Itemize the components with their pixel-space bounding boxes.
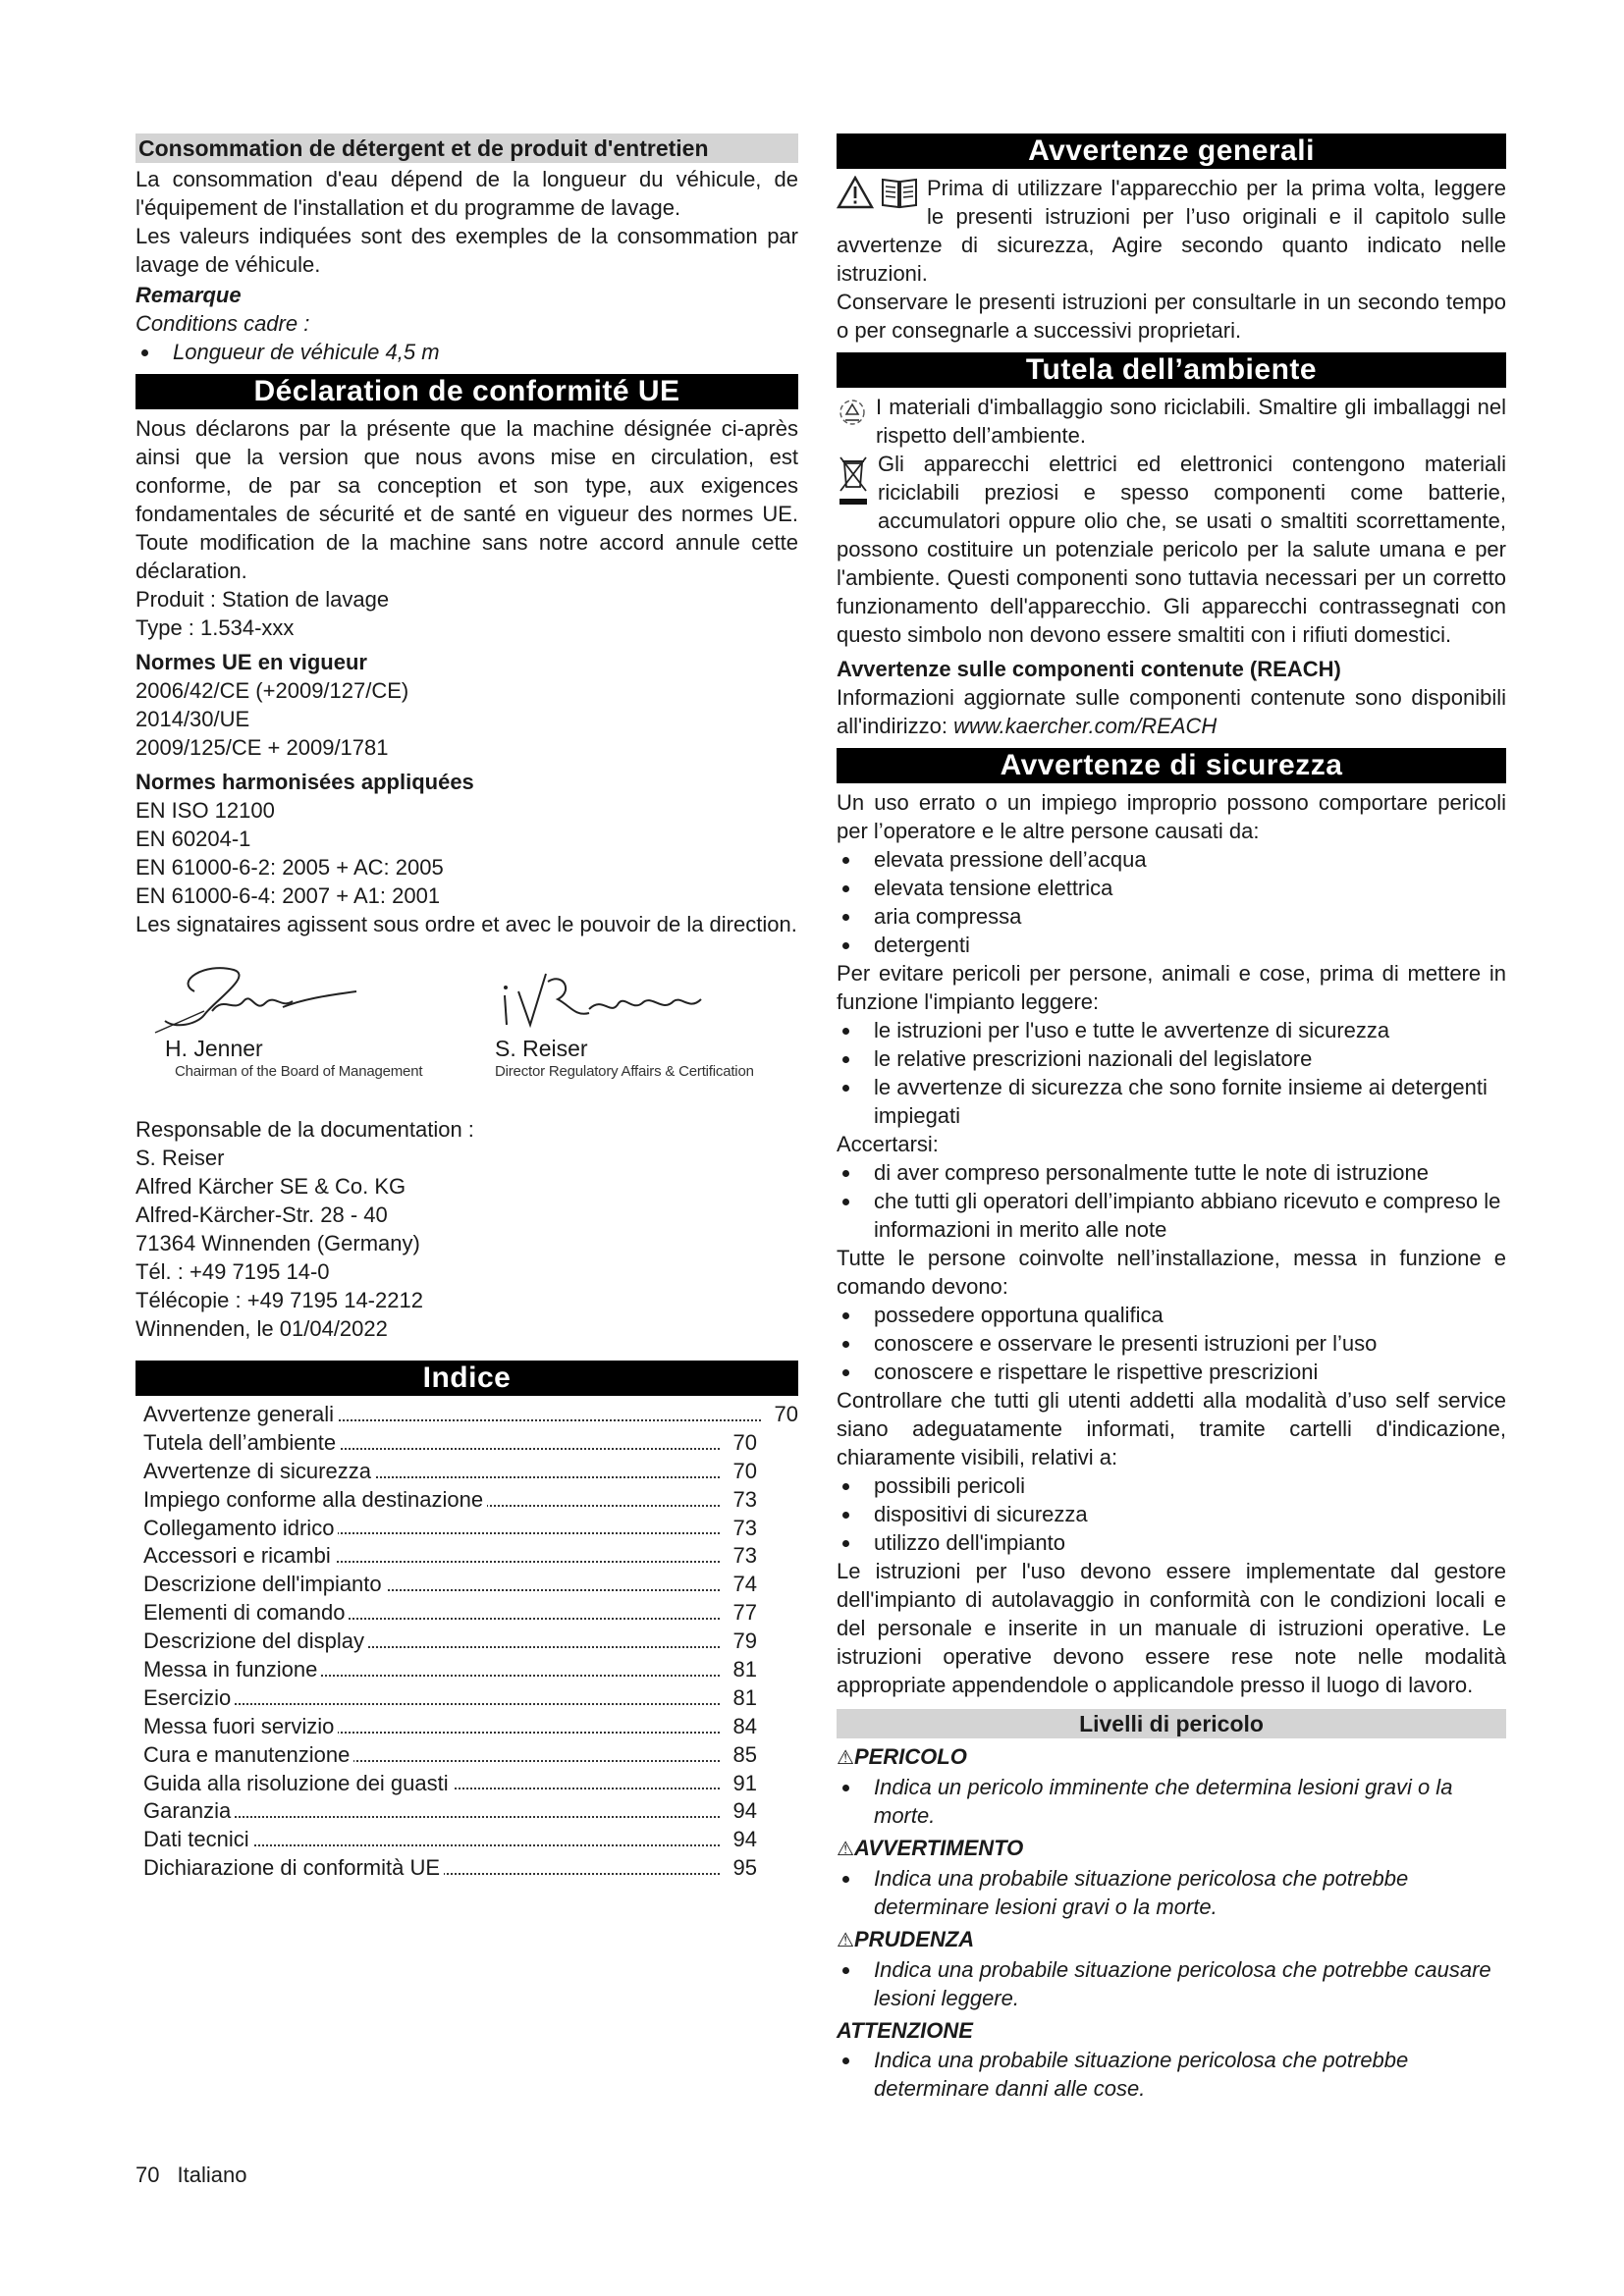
toc-entry[interactable]: Collegamento idrico 73 <box>143 1515 757 1543</box>
signer-name: S. Reiser <box>495 1036 588 1061</box>
left-column <box>135 133 798 1883</box>
declaration-heading: Déclaration de conformité UE <box>135 374 798 409</box>
contact-line: S. Reiser <box>135 1146 225 1170</box>
declaration-paragraph: Nous déclarons par la présente que la machine désignée ci-après ainsi que la version que nous avons mise en circulation, est conforme, de par sa conception et son type, aux exigences fondamentales de sécurité et de santé en vigueur des normes UE. Toute modification de la machine sans notre accord annule cette déclaration. <box>135 416 798 583</box>
safety-heading: Avvertenze di sicurezza <box>837 748 1506 783</box>
warning-triangle-icon: ⚠ <box>837 1930 854 1951</box>
toc-entry[interactable]: Avvertenze di sicurezza 70 <box>143 1458 757 1486</box>
contact-line: Alfred-Kärcher-Str. 28 - 40 <box>135 1202 388 1227</box>
signatories-paragraph: Les signataires agissent sous ordre et avec le pouvoir de la direction. <box>135 912 797 936</box>
toc-entry[interactable]: Tutela dell’ambiente 70 <box>143 1429 757 1458</box>
toc-entry[interactable]: Impiego conforme alla destinazione 73 <box>143 1486 757 1515</box>
packaging-paragraph: I materiali d'imballaggio sono riciclabili. Smaltire gli imballaggi nel rispetto dell’ambiente. <box>876 395 1506 448</box>
harmonized-norm-line: EN ISO 12100 <box>135 798 275 823</box>
type-line: Type : 1.534-xxx <box>135 615 295 640</box>
documentation-contact <box>135 1115 798 1343</box>
contact-line: Télécopie : +49 7195 14-2212 <box>135 1288 423 1312</box>
contact-line: 71364 Winnenden (Germany) <box>135 1231 420 1255</box>
list-item: le avvertenze di sicurezza che sono fornite insieme ai detergenti impiegati <box>837 1073 1506 1130</box>
hazard-sources-list <box>837 845 1506 959</box>
consumption-heading: Consommation de détergent et de produit d'entretien <box>135 133 798 163</box>
norm-line: 2006/42/CE (+2009/127/CE) <box>135 678 409 703</box>
consumption-paragraph-1: La consommation d'eau dépend de la longueur du véhicule, de l'équipement de l'installation et du programme de lavage. <box>135 167 798 220</box>
right-column <box>837 133 1506 2103</box>
general-warnings-heading: Avvertenze generali <box>837 133 1506 169</box>
recycling-icon <box>837 397 868 433</box>
toc-entry[interactable]: Elementi di comando 77 <box>143 1599 757 1628</box>
danger-levels-heading: Livelli di pericolo <box>837 1709 1506 1738</box>
list-item: elevata pressione dell’acqua <box>837 845 1506 874</box>
toc-entry[interactable]: Descrizione del display 79 <box>143 1628 757 1656</box>
safety-paragraph-5: Controllare che tutti gli utenti addetti alla modalità d’uso self service siano adeguatamente informati, tramite cartelli d'indicazione, chiaramente visibili, relativi a: <box>837 1388 1506 1469</box>
list-item: possedere opportuna qualifica <box>837 1301 1506 1329</box>
toc-entry[interactable]: Descrizione dell'impianto 74 <box>143 1571 757 1599</box>
toc-entry[interactable]: Dati tecnici 94 <box>143 1826 757 1854</box>
conditions-list <box>135 338 798 366</box>
eu-norms-heading: Normes UE en vigueur <box>135 650 367 674</box>
list-item: che tutti gli operatori dell’impianto abbiano ricevuto e compreso le informazioni in merito alle note <box>837 1187 1506 1244</box>
general-warnings-block <box>837 174 1506 288</box>
contact-line: Alfred Kärcher SE & Co. KG <box>135 1174 406 1199</box>
handwritten-signature-jenner <box>135 952 391 1035</box>
hazard-label-prudenza: ⚠PRUDENZA <box>837 1927 975 1951</box>
weee-block <box>837 450 1506 649</box>
consumption-paragraph-2: Les valeurs indiquées sont des exemples de la consommation par lavage de véhicule. <box>135 224 798 277</box>
toc-entry[interactable]: Dichiarazione di conformità UE 95 <box>143 1854 757 1883</box>
index-heading: Indice <box>135 1361 798 1396</box>
list-item: Indica una probabile situazione pericolosa che potrebbe causare lesioni leggere. <box>837 1955 1506 2012</box>
harmonized-norm-line: EN 60204-1 <box>135 827 251 851</box>
toc-entry[interactable]: Guida alla risoluzione dei guasti 91 <box>143 1770 757 1798</box>
signature-jenner <box>135 952 450 1082</box>
toc-entry[interactable]: Accessori e ricambi 73 <box>143 1542 757 1571</box>
toc-entry[interactable]: Garanzia 94 <box>143 1797 757 1826</box>
warning-triangle-icon <box>837 176 874 214</box>
toc-entry[interactable]: Messa in funzione 81 <box>143 1656 757 1684</box>
reach-paragraph: Informazioni aggiornate sulle componenti contenute sono disponibili all'indirizzo: www.kaercher.com/REACH <box>837 685 1506 738</box>
conditions-label: Conditions cadre : <box>135 311 310 336</box>
list-item: aria compressa <box>837 902 1506 931</box>
hazard-description <box>837 1955 1506 2012</box>
contact-line: Winnenden, le 01/04/2022 <box>135 1316 388 1341</box>
list-item: conoscere e osservare le presenti istruzioni per l’uso <box>837 1329 1506 1358</box>
list-item: possibili pericoli <box>837 1471 1506 1500</box>
signer-role: Chairman of the Board of Management <box>175 1063 423 1080</box>
list-item: le relative prescrizioni nazionali del legislatore <box>837 1044 1506 1073</box>
norm-line: 2014/30/UE <box>135 707 250 731</box>
packaging-block <box>837 393 1506 450</box>
toc-entry[interactable]: Messa fuori servizio 84 <box>143 1713 757 1741</box>
list-item: le istruzioni per l'uso e tutte le avvertenze di sicurezza <box>837 1016 1506 1044</box>
page-number: 70 <box>135 2163 160 2187</box>
list-item: utilizzo dell'impianto <box>837 1528 1506 1557</box>
signer-name: H. Jenner <box>165 1036 263 1061</box>
safety-paragraph-6: Le istruzioni per l'uso devono essere implementate dal gestore dell'impianto di autolavaggio in conformità con le condizioni locali e del personale e inserite in un manuale di istruzioni operative. Le istruzioni operative devono essere rese note nelle modalità appropriate appendendole o applicandole presso il luogo di lavoro. <box>837 1559 1506 1697</box>
ensure-list <box>837 1158 1506 1244</box>
list-item: di aver compreso personalmente tutte le note di istruzione <box>837 1158 1506 1187</box>
safety-paragraph-3: Accertarsi: <box>837 1132 939 1156</box>
list-item: Indica un pericolo imminente che determina lesioni gravi o la morte. <box>837 1773 1506 1830</box>
list-item: Longueur de véhicule 4,5 m <box>135 338 798 366</box>
reach-url-link[interactable]: www.kaercher.com/REACH <box>953 714 1218 738</box>
list-item: dispositivi di sicurezza <box>837 1500 1506 1528</box>
page-footer <box>135 2162 246 2189</box>
hazard-description <box>837 2046 1506 2103</box>
general-warnings-paragraph-2: Conservare le presenti istruzioni per consultarle in un secondo tempo o per consegnarle a successivi proprietari. <box>837 290 1506 343</box>
hazard-label-pericolo: ⚠PERICOLO <box>837 1744 967 1769</box>
hazard-label-attenzione: ATTENZIONE <box>837 2018 973 2043</box>
harmonized-norm-line: EN 61000-6-4: 2007 + A1: 2001 <box>135 883 441 908</box>
warning-triangle-icon: ⚠ <box>837 1747 854 1769</box>
hazard-description <box>837 1773 1506 1830</box>
list-item: elevata tensione elettrica <box>837 874 1506 902</box>
signature-reiser <box>495 952 799 1082</box>
read-before-list <box>837 1016 1506 1130</box>
general-warnings-paragraph-1: Prima di utilizzare l'apparecchio per la prima volta, leggere le presenti istruzioni per l’uso originali e il capitolo sulle avvertenze di sicurezza, Agire secondo quanto indicato nelle istruzioni. <box>837 176 1506 286</box>
weee-paragraph: Gli apparecchi elettrici ed elettronici contengono materiali riciclabili preziosi e spesso componenti come batterie, accumulatori oppure olio che, se usati o smaltiti scorrettamente, possono costituire un potenziale pericolo per la salute umana e per l'ambiente. Questi componenti sono tuttavia necessari per un corretto funzionamento dell'apparecchio. Gli apparecchi contrassegnati con questo simbolo non devono essere smaltiti con i rifiuti domestici. <box>837 452 1506 647</box>
signature-block <box>135 952 798 1109</box>
list-item: Indica una probabile situazione pericolosa che potrebbe determinare danni alle cose. <box>837 2046 1506 2103</box>
reach-heading: Avvertenze sulle componenti contenute (REACH) <box>837 657 1341 681</box>
toc-entry[interactable]: Esercizio 81 <box>143 1684 757 1713</box>
footer-language: Italiano <box>177 2163 247 2187</box>
contact-line: Responsable de la documentation : <box>135 1117 474 1142</box>
hazard-description <box>837 1864 1506 1921</box>
toc-entry[interactable]: Avvertenze generali 70 <box>143 1401 798 1429</box>
harmonized-norms-heading: Normes harmonisées appliquées <box>135 770 474 794</box>
norm-line: 2009/125/CE + 2009/1781 <box>135 735 389 760</box>
safety-paragraph-4: Tutte le persone coinvolte nell’installazione, messa in funzione e comando devono: <box>837 1246 1506 1299</box>
signage-topics-list <box>837 1471 1506 1557</box>
manual-book-icon <box>880 176 919 214</box>
remark-label: Remarque <box>135 283 242 307</box>
warning-triangle-icon: ⚠ <box>837 1839 854 1860</box>
list-item: Indica una probabile situazione pericolosa che potrebbe determinare lesioni gravi o la morte. <box>837 1864 1506 1921</box>
toc-entry[interactable]: Cura e manutenzione 85 <box>143 1741 757 1770</box>
environment-heading: Tutela dell’ambiente <box>837 352 1506 388</box>
list-item: conoscere e rispettare le rispettive prescrizioni <box>837 1358 1506 1386</box>
handwritten-signature-reiser <box>495 952 731 1035</box>
safety-paragraph-2: Per evitare pericoli per persone, animali e cose, prima di mettere in funzione l'impianto leggere: <box>837 961 1506 1014</box>
harmonized-norm-line: EN 61000-6-2: 2005 + AC: 2005 <box>135 855 444 880</box>
hazard-label-avvertimento: ⚠AVVERTIMENTO <box>837 1836 1024 1860</box>
personnel-requirements-list <box>837 1301 1506 1386</box>
signer-role: Director Regulatory Affairs & Certification <box>495 1063 754 1080</box>
safety-paragraph-1: Un uso errato o un impiego improprio possono comportare pericoli per l’operatore e le altre persone causati da: <box>837 790 1506 843</box>
table-of-contents <box>135 1401 798 1883</box>
contact-line: Tél. : +49 7195 14-0 <box>135 1259 330 1284</box>
list-item: detergenti <box>837 931 1506 959</box>
crossed-bin-icon <box>837 454 870 513</box>
product-line: Produit : Station de lavage <box>135 587 390 612</box>
